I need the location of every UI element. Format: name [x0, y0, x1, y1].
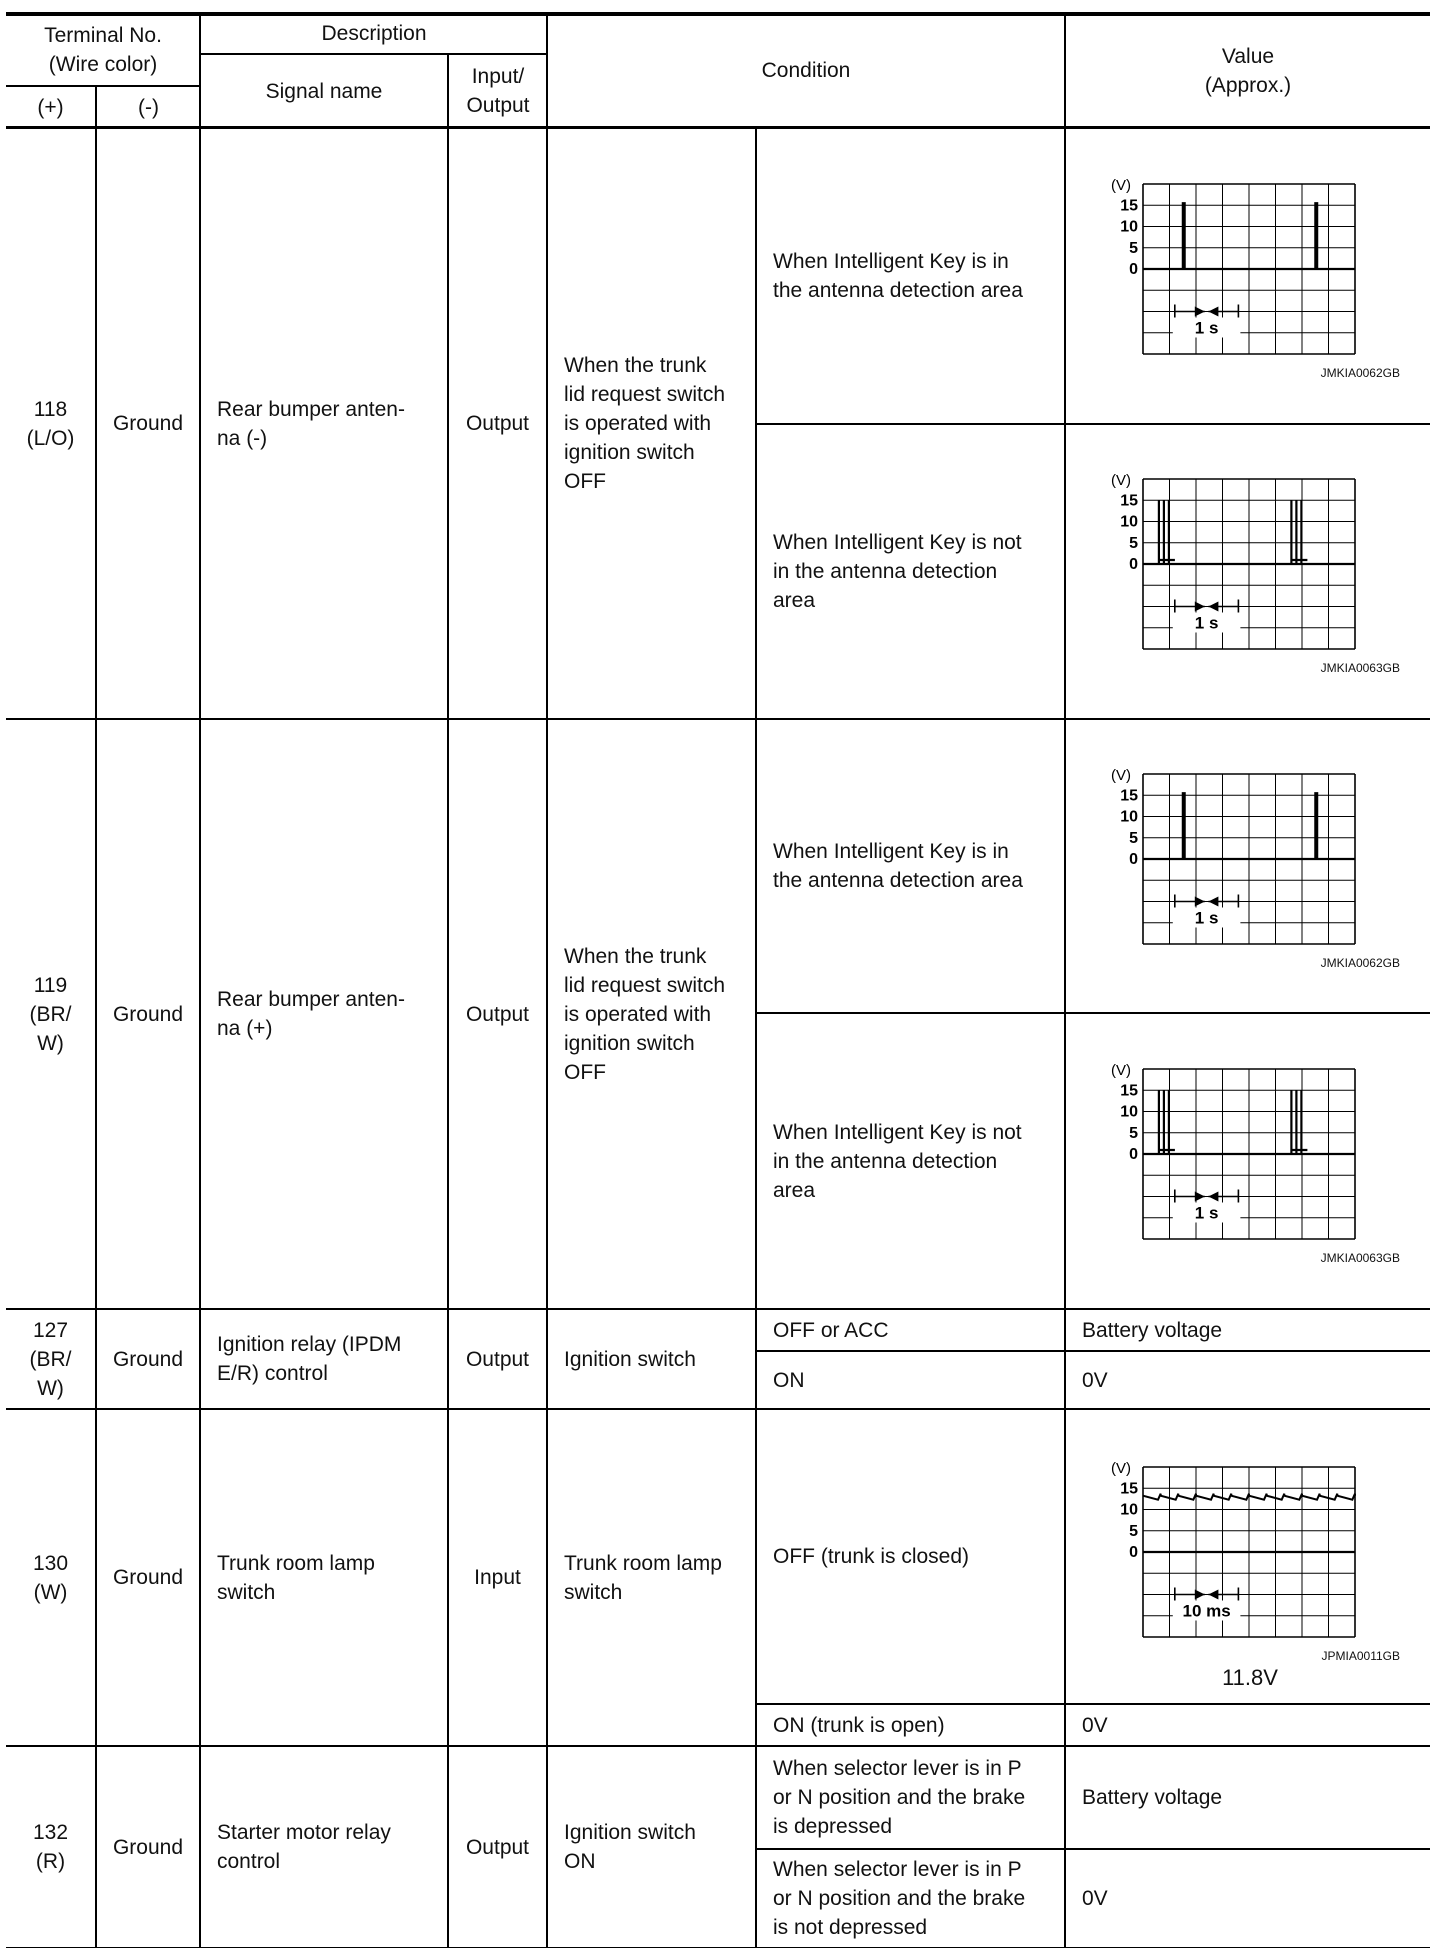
axis-unit-label: (V) — [1111, 472, 1131, 489]
signal-name: Rear bumper anten- na (+) — [217, 988, 405, 1040]
subcondition: When selector lever is in P or N position and the brake is not depressed — [773, 1858, 1026, 1939]
arrow-right-icon — [1195, 1192, 1205, 1202]
header-terminal-no: Terminal No. (Wire color) — [44, 23, 162, 76]
signal-name: Starter motor relay control — [217, 1821, 391, 1873]
waveform — [1159, 500, 1308, 564]
subcondition: When Intelligent Key is in the antenna detection area — [773, 840, 1023, 892]
terminal-minus: Ground — [112, 1835, 184, 1859]
waveform — [1183, 793, 1318, 859]
time-label: 1 s — [1194, 1203, 1219, 1223]
time-label: 1 s — [1194, 613, 1219, 633]
terminal-plus: 130 (W) — [32, 1551, 69, 1604]
condition-main: Ignition switch ON — [564, 1821, 696, 1873]
signal-name: Ignition relay (IPDM E/R) control — [217, 1333, 402, 1385]
scope-svg — [1108, 168, 1368, 368]
axis-tick-label: 15 — [1120, 787, 1138, 805]
terminal-minus: Ground — [112, 1566, 184, 1589]
subcondition: OFF or ACC — [773, 1318, 889, 1342]
condition-main: Ignition switch — [564, 1347, 696, 1371]
subcondition: OFF (trunk is closed) — [773, 1545, 970, 1568]
value-text: 0V — [1082, 1887, 1108, 1910]
terminal-plus: 132 (R) — [32, 1821, 69, 1873]
axis-tick-label: 10 — [1120, 808, 1138, 826]
oscilloscope-figure — [1108, 463, 1368, 668]
axis-unit-label: (V) — [1111, 177, 1131, 194]
io-type: Input — [474, 1566, 521, 1589]
arrow-right-icon — [1195, 307, 1205, 317]
axis-tick-label: 0 — [1129, 556, 1138, 573]
scope-svg — [1108, 1451, 1368, 1651]
scope-svg — [1108, 463, 1368, 663]
axis-tick-label: 10 — [1120, 513, 1138, 531]
condition-main: When the trunk lid request switch is operated with ignition switch OFF — [564, 354, 726, 493]
header-signal-name: Signal name — [265, 79, 383, 103]
axis-tick-label: 0 — [1129, 1146, 1138, 1163]
io-type: Output — [465, 412, 530, 435]
header-description: Description — [321, 22, 427, 45]
waveform — [1183, 203, 1318, 269]
signal-name: Trunk room lamp switch — [217, 1551, 375, 1604]
terminal-minus: Ground — [112, 1347, 184, 1371]
value-text: 0V — [1082, 1368, 1108, 1392]
terminal-minus: Ground — [112, 412, 184, 435]
subcondition: When Intelligent Key is not in the antenna detection area — [773, 1120, 1022, 1202]
time-label: 1 s — [1194, 318, 1219, 338]
time-label: 1 s — [1194, 908, 1219, 928]
arrow-left-icon — [1208, 897, 1218, 907]
axis-tick-label: 10 — [1120, 218, 1138, 236]
subcondition: When Intelligent Key is not in the antenna detection area — [773, 531, 1022, 612]
arrow-left-icon — [1208, 1590, 1218, 1600]
subcondition: When selector lever is in P or N position and the brake is depressed — [773, 1757, 1026, 1838]
axis-tick-label: 0 — [1129, 1544, 1138, 1561]
figure-code: JMKIA0062GB — [1320, 956, 1400, 970]
oscilloscope-figure — [1108, 1451, 1368, 1656]
axis-unit-label: (V) — [1111, 1460, 1131, 1477]
value-text: 11.8V — [1222, 1665, 1278, 1690]
axis-tick-label: 5 — [1129, 829, 1138, 847]
header-plus: (+) — [37, 95, 64, 119]
arrow-left-icon — [1208, 602, 1218, 612]
arrow-right-icon — [1195, 897, 1205, 907]
figure-code: JMKIA0063GB — [1320, 661, 1400, 675]
io-type: Output — [465, 1347, 530, 1371]
arrow-left-icon — [1208, 1192, 1218, 1202]
header-condition: Condition — [761, 59, 851, 82]
axis-tick-label: 0 — [1129, 261, 1138, 278]
value-text: 0V — [1082, 1713, 1108, 1737]
oscilloscope-figure — [1108, 758, 1368, 963]
waveform — [1159, 1090, 1308, 1154]
arrow-right-icon — [1195, 1590, 1205, 1600]
figure-code: JPMIA0011GB — [1321, 1649, 1400, 1663]
io-type: Output — [465, 1835, 530, 1859]
terminal-plus: 127 (BR/ W) — [29, 1318, 72, 1400]
oscilloscope-figure — [1108, 168, 1368, 373]
axis-unit-label: (V) — [1111, 767, 1131, 784]
scope-svg — [1108, 758, 1368, 958]
signal-name: Rear bumper anten- na (-) — [217, 397, 405, 450]
axis-tick-label: 5 — [1129, 1124, 1138, 1142]
io-type: Output — [465, 1002, 530, 1026]
condition-main: Trunk room lamp switch — [564, 1551, 722, 1604]
axis-tick-label: 5 — [1129, 239, 1138, 257]
axis-tick-label: 15 — [1120, 1480, 1138, 1498]
value-text: Battery voltage — [1082, 1786, 1223, 1809]
axis-tick-label: 10 — [1120, 1103, 1138, 1121]
subcondition: ON (trunk is open) — [773, 1713, 945, 1737]
value-text: Battery voltage — [1082, 1318, 1223, 1342]
axis-tick-label: 0 — [1129, 851, 1138, 868]
header-input-output: Input/ Output — [466, 65, 530, 117]
header-minus: (-) — [138, 95, 159, 119]
header-value: Value (Approx.) — [1204, 44, 1292, 97]
subcondition: ON — [773, 1368, 805, 1392]
terminal-minus: Ground — [112, 1002, 184, 1026]
figure-code: JMKIA0062GB — [1320, 366, 1400, 380]
grid-line — [1064, 14, 1066, 1947]
axis-tick-label: 15 — [1120, 492, 1138, 510]
axis-tick-label: 5 — [1129, 1522, 1138, 1540]
axis-tick-label: 10 — [1120, 1501, 1138, 1519]
axis-tick-label: 5 — [1129, 534, 1138, 552]
arrow-right-icon — [1195, 602, 1205, 612]
scope-svg — [1108, 1053, 1368, 1253]
terminal-plus: 119 (BR/ W) — [29, 973, 72, 1055]
axis-unit-label: (V) — [1111, 1062, 1131, 1079]
condition-main: When the trunk lid request switch is operated with ignition switch OFF — [564, 944, 726, 1084]
terminal-plus: 118 (L/O) — [26, 397, 75, 450]
arrow-left-icon — [1208, 307, 1218, 317]
subcondition: When Intelligent Key is in the antenna detection area — [773, 250, 1023, 302]
time-label: 10 ms — [1182, 1601, 1231, 1621]
oscilloscope-figure — [1108, 1053, 1368, 1258]
axis-tick-label: 15 — [1120, 1082, 1138, 1100]
axis-tick-label: 15 — [1120, 197, 1138, 215]
figure-code: JMKIA0063GB — [1320, 1251, 1400, 1265]
